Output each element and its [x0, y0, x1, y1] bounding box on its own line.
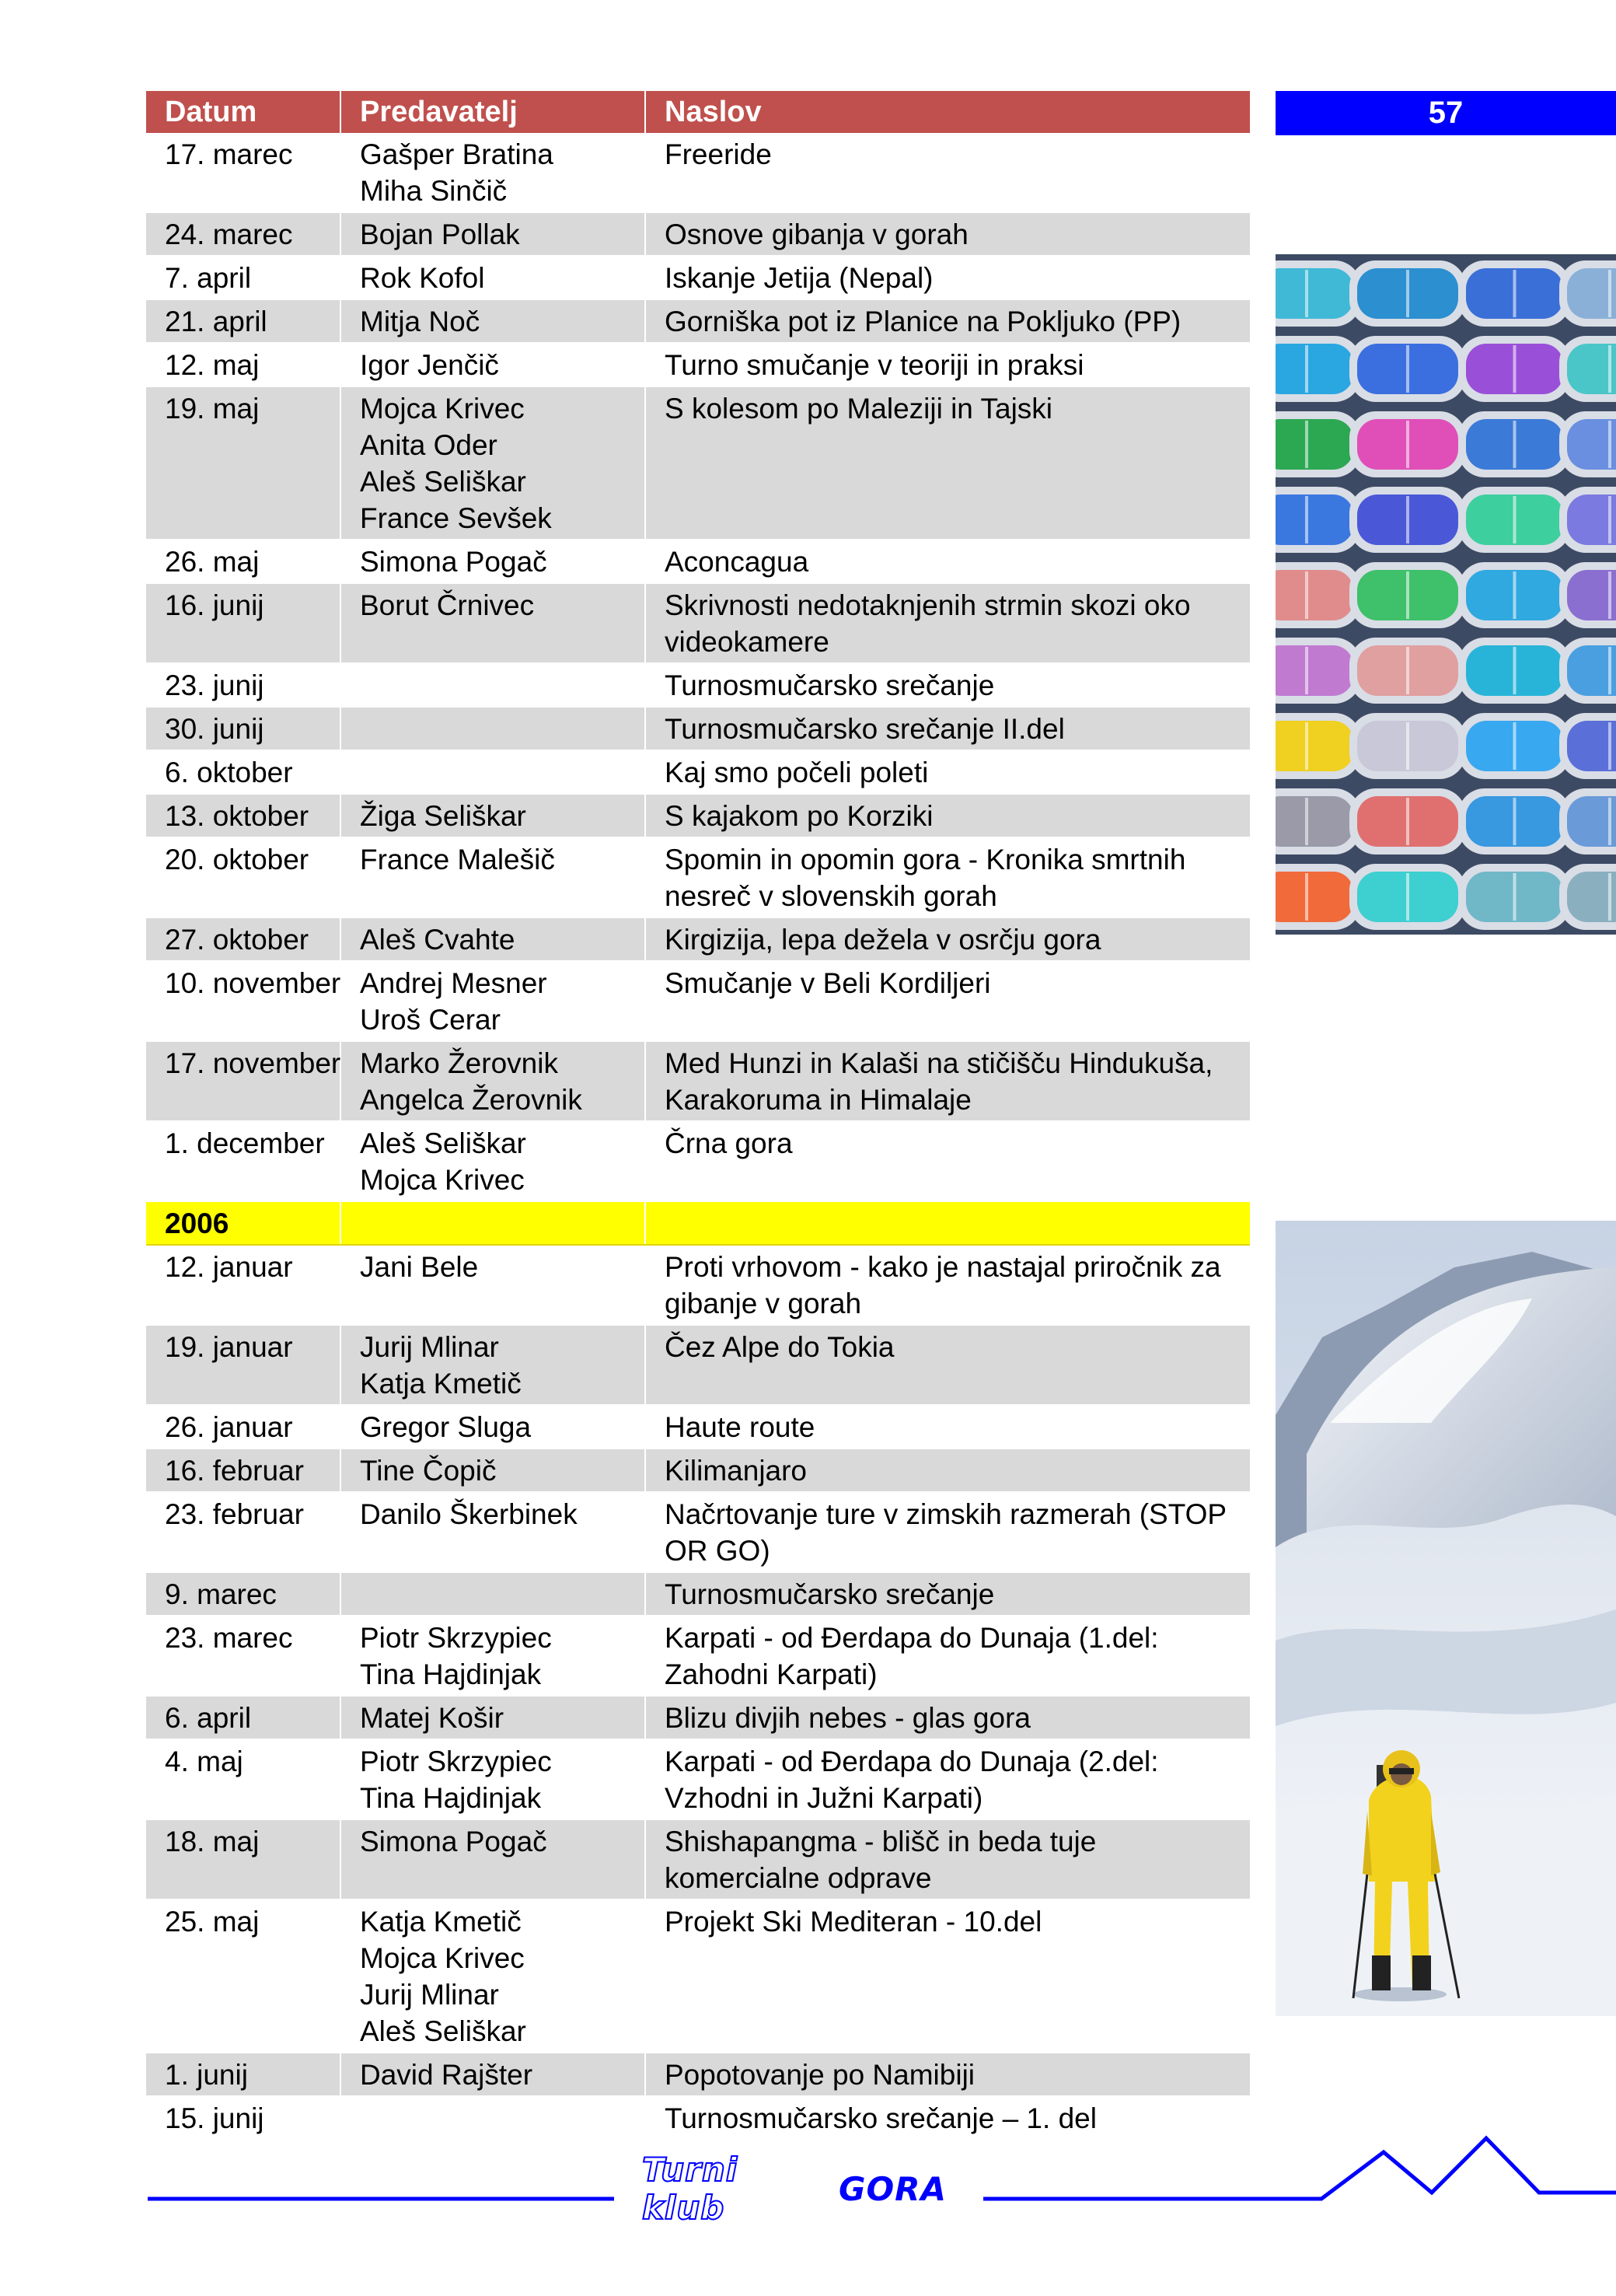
- speaker-name: Rok Kofol: [360, 262, 485, 294]
- date-cell: [146, 1325, 340, 1405]
- date-text: 12. januar: [165, 1251, 293, 1283]
- table-row: [146, 1739, 1250, 1819]
- date-cell: [146, 583, 340, 663]
- title-cell: [645, 299, 1250, 343]
- date-text: 12. maj: [165, 349, 260, 381]
- table-row: [146, 212, 1250, 256]
- speaker-name: Mojca Krivec: [360, 393, 525, 425]
- date-cell: [146, 1041, 340, 1121]
- date-text: 6. april: [165, 1702, 252, 1734]
- date-cell: [146, 1739, 340, 1819]
- table-row: [146, 1492, 1250, 1572]
- lecture-title: Iskanje Jetija (Nepal): [665, 262, 934, 294]
- title-cell: [645, 1201, 1250, 1245]
- date-cell: [146, 1616, 340, 1696]
- date-text: 26. januar: [165, 1411, 293, 1443]
- lecture-title: Spomin in opomin gora - Kronika smrtnih nesreč v slovenskih gorah: [665, 844, 1186, 912]
- date-text: 17. marec: [165, 138, 293, 170]
- title-cell: [645, 1405, 1250, 1449]
- speaker-cell: [340, 1696, 645, 1739]
- lecture-title: S kajakom po Korziki: [665, 800, 934, 832]
- table-row: [146, 837, 1250, 917]
- speaker-cell: [340, 837, 645, 917]
- speaker-cell: [340, 1492, 645, 1572]
- speaker-cell: [340, 1899, 645, 2053]
- speaker-name: Mitja Noč: [360, 306, 480, 337]
- title-cell: [645, 1739, 1250, 1819]
- speaker-cell: [340, 917, 645, 961]
- table-header: [146, 91, 1250, 133]
- title-cell: [645, 961, 1250, 1041]
- title-cell: [645, 1041, 1250, 1121]
- table-row: [146, 583, 1250, 663]
- date-cell: [146, 256, 340, 299]
- title-cell: [645, 1449, 1250, 1492]
- club-logo: [642, 2151, 947, 2227]
- date-text: 23. marec: [165, 1622, 293, 1654]
- lecture-title: Shishapangma - blišč in beda tuje komercialne odprave: [665, 1826, 1097, 1894]
- speaker-cell: [340, 2053, 645, 2096]
- table-row: [146, 343, 1250, 386]
- lecture-title: Popotovanje po Namibiji: [665, 2059, 976, 2091]
- title-cell: [645, 1572, 1250, 1616]
- table-row: [146, 1245, 1250, 1325]
- date-text: 18. maj: [165, 1826, 260, 1857]
- lecture-title: Blizu divjih nebes - glas gora: [665, 1702, 1031, 1734]
- date-text: 25. maj: [165, 1906, 260, 1938]
- date-text: 6. oktober: [165, 757, 293, 788]
- date-text: 27. oktober: [165, 924, 309, 956]
- title-cell: [645, 1325, 1250, 1405]
- lecture-title: Turno smučanje v teoriji in praksi: [665, 349, 1084, 381]
- lecture-title: Turnosmučarsko srečanje: [665, 669, 995, 701]
- date-text: 1. junij: [165, 2059, 248, 2091]
- photo-colored-powders: [1276, 254, 1616, 935]
- speaker-name: Miha Sinčič: [360, 175, 508, 207]
- header-row: [146, 91, 1250, 133]
- title-cell: [645, 386, 1250, 540]
- table-body: [146, 133, 1250, 2140]
- table-row: [146, 1572, 1250, 1616]
- date-text: 21. april: [165, 306, 267, 337]
- date-cell: [146, 299, 340, 343]
- date-text: 30. junij: [165, 713, 264, 745]
- lecture-title: Kirgizija, lepa dežela v osrčju gora: [665, 924, 1101, 956]
- date-cell: [146, 837, 340, 917]
- table-row: [146, 299, 1250, 343]
- speaker-cell: [340, 1325, 645, 1405]
- date-cell: [146, 1899, 340, 2053]
- year-row: [146, 1201, 1250, 1245]
- page-number-badge: 57: [1276, 91, 1616, 135]
- speaker-cell: [340, 794, 645, 837]
- table-row: [146, 794, 1250, 837]
- table-row: [146, 1899, 1250, 2053]
- lecture-title: S kolesom po Maleziji in Tajski: [665, 393, 1053, 425]
- lecture-title: Karpati - od Đerdapa do Dunaja (2.del: Vzhodni in Južni Karpati): [665, 1746, 1159, 1814]
- title-cell: [645, 707, 1250, 750]
- date-cell: [146, 386, 340, 540]
- speaker-name: Piotr Skrzypiec: [360, 1622, 552, 1654]
- title-cell: [645, 1121, 1250, 1201]
- title-cell: [645, 1696, 1250, 1739]
- speaker-name: Aleš Seliškar: [360, 1127, 526, 1159]
- speaker-name: France Sevšek: [360, 502, 552, 534]
- table-row: [146, 133, 1250, 212]
- speaker-name: Igor Jenčič: [360, 349, 499, 381]
- date-text: 9. marec: [165, 1578, 277, 1610]
- photo-snowy-mountain-climber: [1276, 1221, 1616, 2016]
- title-cell: [645, 1245, 1250, 1325]
- speaker-cell: [340, 663, 645, 707]
- speaker-cell: [340, 133, 645, 212]
- lecture-title: Črna gora: [665, 1127, 793, 1159]
- lecture-title: Gorniška pot iz Planice na Pokljuko (PP): [665, 306, 1181, 337]
- lecture-schedule-table: [146, 91, 1250, 2140]
- date-cell: [146, 133, 340, 212]
- header-predavatelj: Predavatelj: [340, 91, 645, 133]
- speaker-cell: [340, 256, 645, 299]
- date-cell: [146, 540, 340, 583]
- speaker-name: Borut Črnivec: [360, 589, 535, 621]
- date-cell: [146, 1449, 340, 1492]
- date-cell: [146, 794, 340, 837]
- speaker-name: Jurij Mlinar: [360, 1979, 499, 2011]
- date-text: 4. maj: [165, 1746, 243, 1777]
- date-text: 16. februar: [165, 1455, 304, 1487]
- speaker-name: Simona Pogač: [360, 546, 547, 578]
- speaker-cell: [340, 1121, 645, 1201]
- date-text: 16. junij: [165, 589, 264, 621]
- speaker-name: Mojca Krivec: [360, 1164, 525, 1196]
- date-text: 15. junij: [165, 2102, 264, 2134]
- title-cell: [645, 343, 1250, 386]
- speaker-cell: [340, 1819, 645, 1899]
- lecture-title: Skrivnosti nedotaknjenih strmin skozi oko videokamere: [665, 589, 1191, 658]
- speaker-name: Bojan Pollak: [360, 218, 520, 250]
- date-cell: [146, 1405, 340, 1449]
- lecture-title: Čez Alpe do Tokia: [665, 1331, 895, 1363]
- speaker-cell: [340, 343, 645, 386]
- date-text: 7. april: [165, 262, 252, 294]
- table-row: [146, 1121, 1250, 1201]
- speaker-cell: [340, 961, 645, 1041]
- date-text: 10. november: [165, 967, 341, 999]
- snow-mountain-image: [1276, 1221, 1616, 2016]
- lecture-title: Projekt Ski Mediteran - 10.del: [665, 1906, 1042, 1938]
- lecture-title: Osnove gibanja v gorah: [665, 218, 969, 250]
- lecture-title: Freeride: [665, 138, 772, 170]
- speaker-cell: [340, 1201, 645, 1245]
- speaker-cell: [340, 540, 645, 583]
- title-cell: [645, 1492, 1250, 1572]
- speaker-name: Piotr Skrzypiec: [360, 1746, 552, 1777]
- lecture-title: Med Hunzi in Kalaši na stičišču Hindukuša, Karakoruma in Himalaje: [665, 1047, 1213, 1116]
- colored-powders-image: [1276, 254, 1616, 935]
- club-logo-text: Turni klub: [642, 2151, 738, 2227]
- date-cell: [146, 1696, 340, 1739]
- speaker-cell: [340, 707, 645, 750]
- table-row: [146, 707, 1250, 750]
- speaker-name: Žiga Seliškar: [360, 800, 526, 832]
- date-cell: [146, 917, 340, 961]
- speaker-name: Jurij Mlinar: [360, 1331, 499, 1363]
- title-cell: [645, 212, 1250, 256]
- table-row: [146, 540, 1250, 583]
- lecture-title: Proti vrhovom - kako je nastajal priročnik za gibanje v gorah: [665, 1251, 1221, 1319]
- speaker-name: David Rajšter: [360, 2059, 533, 2091]
- table-row: [146, 1325, 1250, 1405]
- speaker-name: Tine Čopič: [360, 1455, 497, 1487]
- title-cell: [645, 256, 1250, 299]
- date-text: 20. oktober: [165, 844, 309, 875]
- table-row: [146, 750, 1250, 794]
- date-cell: [146, 1572, 340, 1616]
- speaker-name: Marko Žerovnik: [360, 1047, 558, 1079]
- lecture-title: Kilimanjaro: [665, 1455, 808, 1487]
- speaker-cell: [340, 212, 645, 256]
- speaker-name: Anita Oder: [360, 429, 497, 461]
- header-naslov: Naslov: [645, 91, 1250, 133]
- title-cell: [645, 1899, 1250, 2053]
- title-cell: [645, 133, 1250, 212]
- speaker-name: Danilo Škerbinek: [360, 1498, 578, 1530]
- speaker-name: Simona Pogač: [360, 1826, 547, 1857]
- speaker-name: Mojca Krivec: [360, 1942, 525, 1974]
- speaker-cell: [340, 583, 645, 663]
- lecture-title: Karpati - od Đerdapa do Dunaja (1.del: Zahodni Karpati): [665, 1622, 1159, 1690]
- date-text: 13. oktober: [165, 800, 309, 832]
- speaker-cell: [340, 1405, 645, 1449]
- speaker-cell: [340, 1041, 645, 1121]
- table-row: [146, 1696, 1250, 1739]
- speaker-cell: [340, 1245, 645, 1325]
- table-row: [146, 256, 1250, 299]
- date-cell: [146, 961, 340, 1041]
- speaker-name: Katja Kmetič: [360, 1368, 522, 1400]
- table-row: [146, 1041, 1250, 1121]
- speaker-name: Tina Hajdinjak: [360, 1782, 542, 1814]
- speaker-name: Angelca Žerovnik: [360, 1084, 582, 1116]
- title-cell: [645, 583, 1250, 663]
- title-cell: [645, 663, 1250, 707]
- header-datum: Datum: [146, 91, 340, 133]
- speaker-name: Jani Bele: [360, 1251, 479, 1283]
- lecture-title: Turnosmučarsko srečanje II.del: [665, 713, 1065, 745]
- date-text: 24. marec: [165, 218, 293, 250]
- table-row: [146, 1405, 1250, 1449]
- table-row: [146, 386, 1250, 540]
- date-cell: [146, 1121, 340, 1201]
- table-row: [146, 663, 1250, 707]
- speaker-cell: [340, 299, 645, 343]
- table-row: [146, 917, 1250, 961]
- date-text: 23. junij: [165, 669, 264, 701]
- table-row: [146, 1449, 1250, 1492]
- speaker-name: Aleš Seliškar: [360, 466, 526, 498]
- lecture-title: Aconcagua: [665, 546, 809, 578]
- table-row: [146, 2053, 1250, 2096]
- club-logo-name: GORA: [838, 2169, 947, 2208]
- year-label: 2006: [165, 1207, 229, 1239]
- date-cell: [146, 1819, 340, 1899]
- date-text: 19. januar: [165, 1331, 293, 1363]
- date-text: 26. maj: [165, 546, 260, 578]
- speaker-name: Andrej Mesner: [360, 967, 547, 999]
- date-cell: [146, 750, 340, 794]
- speaker-name: Aleš Cvahte: [360, 924, 515, 956]
- date-cell: [146, 707, 340, 750]
- date-cell: [146, 663, 340, 707]
- lecture-title: Smučanje v Beli Kordiljeri: [665, 967, 991, 999]
- date-text: 19. maj: [165, 393, 260, 425]
- title-cell: [645, 917, 1250, 961]
- lecture-title: Haute route: [665, 1411, 815, 1443]
- speaker-name: Tina Hajdinjak: [360, 1658, 542, 1690]
- table-row: [146, 1819, 1250, 1899]
- date-text: 17. november: [165, 1047, 341, 1079]
- speaker-name: Gašper Bratina: [360, 138, 553, 170]
- date-text: 1. december: [165, 1127, 325, 1159]
- table-row: [146, 1616, 1250, 1696]
- lecture-title: Načrtovanje ture v zimskih razmerah (STOP OR GO): [665, 1498, 1227, 1567]
- table-row: [146, 961, 1250, 1041]
- speaker-cell: [340, 1616, 645, 1696]
- date-cell: [146, 2053, 340, 2096]
- date-cell: [146, 212, 340, 256]
- title-cell: [645, 794, 1250, 837]
- lecture-title: Turnosmučarsko srečanje: [665, 1578, 995, 1610]
- speaker-name: Katja Kmetič: [360, 1906, 522, 1938]
- speaker-cell: [340, 1572, 645, 1616]
- year-cell: [146, 1201, 340, 1245]
- title-cell: [645, 1616, 1250, 1696]
- date-cell: [146, 343, 340, 386]
- title-cell: [645, 1819, 1250, 1899]
- speaker-name: France Malešič: [360, 844, 555, 875]
- speaker-name: Matej Košir: [360, 1702, 504, 1734]
- title-cell: [645, 540, 1250, 583]
- lecture-title: Turnosmučarsko srečanje – 1. del: [665, 2102, 1097, 2134]
- speaker-cell: [340, 1739, 645, 1819]
- date-cell: [146, 1245, 340, 1325]
- speaker-cell: [340, 750, 645, 794]
- speaker-cell: [340, 1449, 645, 1492]
- title-cell: [645, 837, 1250, 917]
- speaker-cell: [340, 386, 645, 540]
- title-cell: [645, 2053, 1250, 2096]
- lecture-title: Kaj smo počeli poleti: [665, 757, 929, 788]
- speaker-name: Aleš Seliškar: [360, 2015, 526, 2047]
- speaker-name: Gregor Sluga: [360, 1411, 532, 1443]
- date-text: 23. februar: [165, 1498, 304, 1530]
- title-cell: [645, 750, 1250, 794]
- date-cell: [146, 1492, 340, 1572]
- mountain-outline-icon: [983, 2138, 1616, 2199]
- speaker-name: Uroš Cerar: [360, 1004, 501, 1036]
